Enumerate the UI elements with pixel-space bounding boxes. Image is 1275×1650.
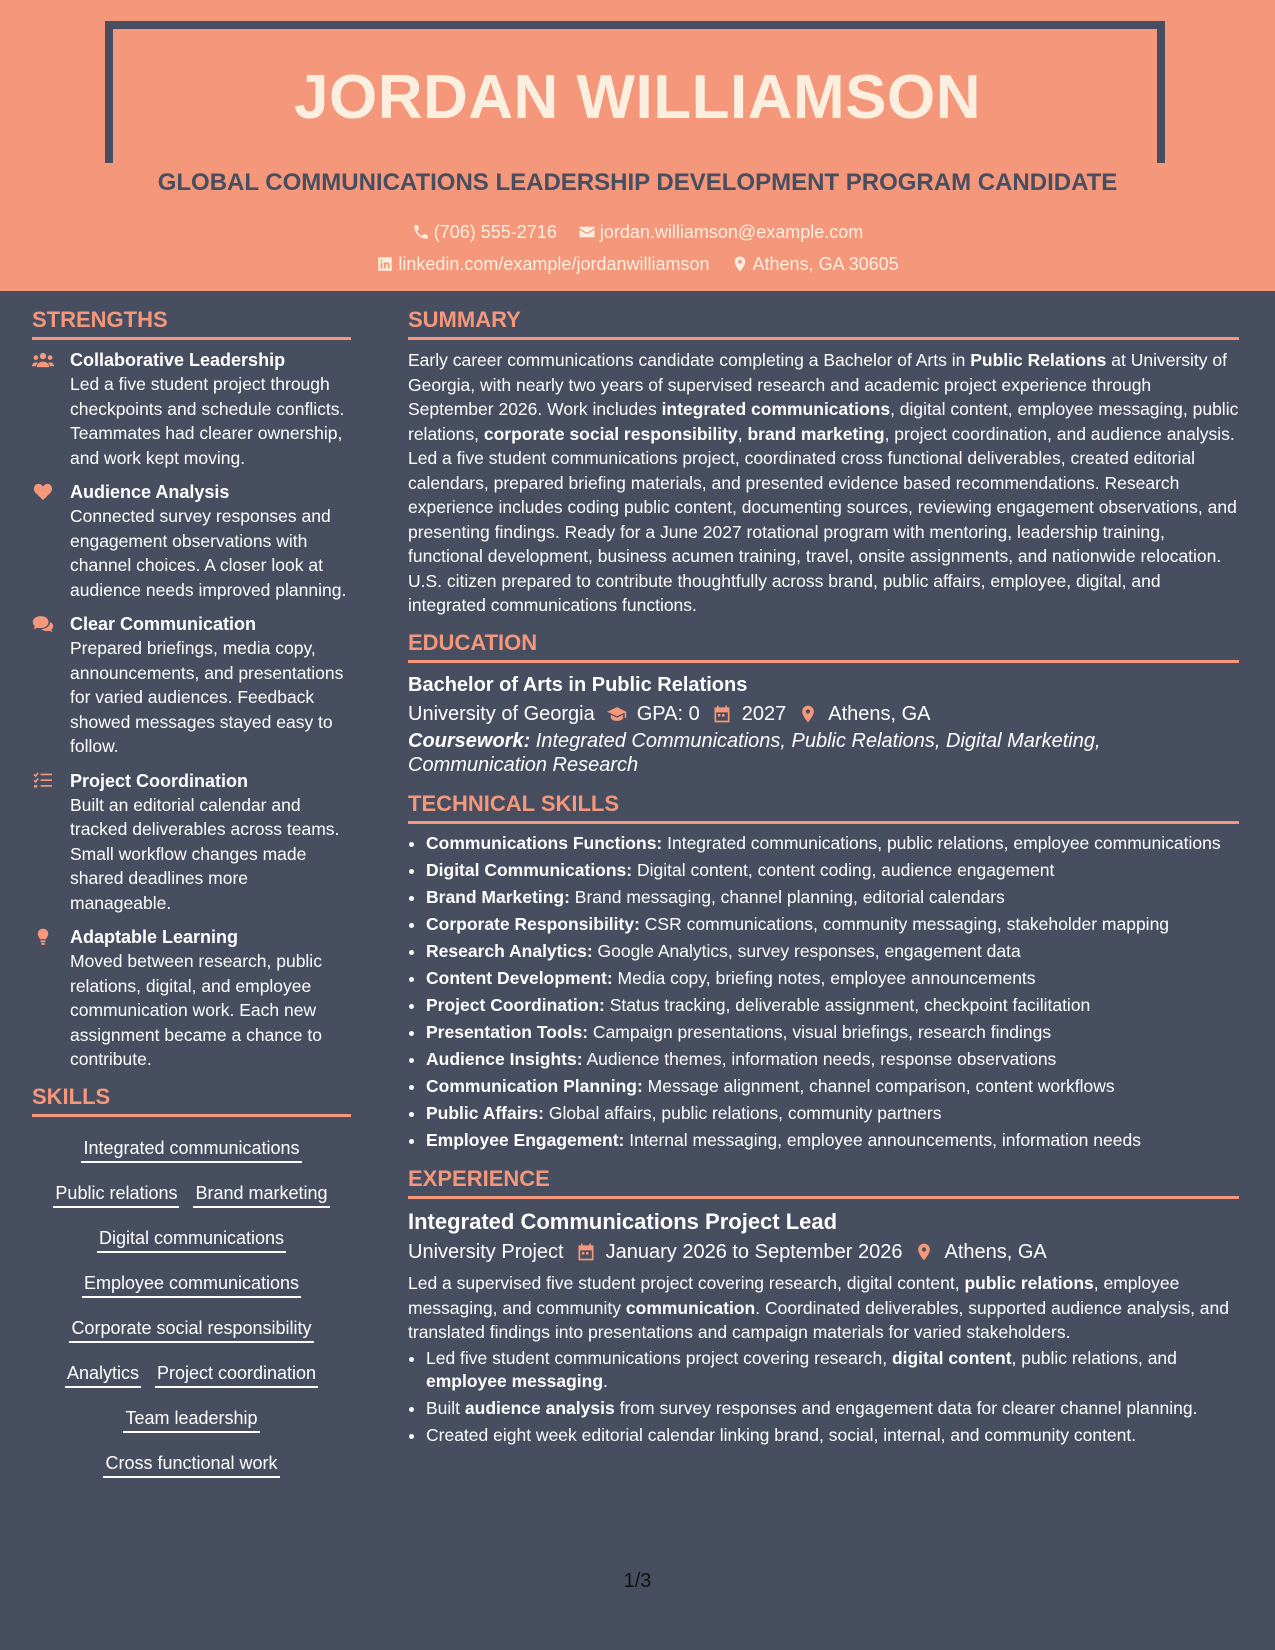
- strengths-list: [32, 348, 351, 1072]
- lightbulb-icon: [32, 925, 56, 1072]
- contact-row-1: [0, 220, 1275, 247]
- job-description-part: . Coordinated deliverables, supported audience analysis, and translated findings into presentations and campaign materials for varied stakeholders.: [408, 1297, 1230, 1342]
- technical-skill-text: Status tracking, deliverable assignment, checkpoint facilitation: [604, 994, 1091, 1015]
- strengths-heading: STRENGTHS: [32, 305, 351, 340]
- summary-part: , project coordination, and audience analysis. Led a five student communications project, coordinated cross functional deliverables, created editorial calendars, prepared briefing materials, and presented evidence based recommendations. Research experience includes coding public content, documenting sources, reviewing engagement observations, and presenting findings. Ready for a June 2027 rotational program with mentoring, leadership training, functional development, business acumen training, travel, onsite assignments, and nationwide relocation. U.S. citizen prepared to contribute thoughtfully across brand, public affairs, employee, digital, and integrated communications functions.: [408, 423, 1237, 615]
- coursework-label: Coursework:: [408, 729, 531, 752]
- technical-skill-item: [426, 886, 1239, 910]
- strength-item: [32, 925, 351, 1072]
- location-text: Athens, GA 30605: [752, 254, 899, 274]
- education-meta: [408, 699, 1239, 729]
- job-bullet: [426, 1347, 1239, 1394]
- coursework-list: Integrated Communications, Public Relations, Digital Marketing, Communication Research: [408, 729, 1101, 776]
- technical-skill-label: Employee Engagement:: [426, 1129, 625, 1150]
- education-heading: EDUCATION: [408, 628, 1239, 663]
- strength-item: [32, 612, 351, 759]
- strength-title: Adaptable Learning: [70, 927, 239, 947]
- skill-tag: Project coordination: [155, 1360, 318, 1388]
- map-pin-icon: [914, 1242, 934, 1262]
- skill-row: [32, 1450, 351, 1479]
- envelope-icon: [578, 223, 596, 241]
- page-indicator: 1/3: [623, 1570, 652, 1592]
- job-bullet-part: Built: [426, 1398, 465, 1418]
- graduation-year: 2027: [741, 702, 787, 725]
- job-description-part: public relations: [964, 1273, 1094, 1293]
- phone-contact[interactable]: [412, 220, 557, 244]
- gpa-text: GPA: 0: [636, 702, 700, 725]
- job-bullet: [426, 1424, 1239, 1448]
- technical-skill-label: Brand Marketing:: [426, 886, 570, 907]
- linkedin-contact[interactable]: [376, 252, 709, 276]
- heart-icon: [32, 480, 56, 602]
- technical-skills-list: [408, 832, 1239, 1153]
- email-contact[interactable]: [578, 220, 863, 244]
- technical-skill-label: Content Development:: [426, 967, 613, 988]
- strength-description: Led a five student project through checkpoints and schedule conflicts. Teammates had clearer ownership, and work kept moving.: [70, 374, 345, 468]
- strength-description: Connected survey responses and engagement observations with channel choices. A closer look at audience needs improved planning.: [70, 506, 347, 600]
- technical-skill-label: Digital Communications:: [426, 859, 633, 880]
- job-bullet-part: digital content: [891, 1347, 1012, 1368]
- linkedin-text: linkedin.com/example/jordanwilliamson: [398, 254, 710, 274]
- strength-title: Collaborative Leadership: [70, 350, 286, 370]
- technical-skill-text: Integrated communications, public relations, employee communications: [662, 832, 1221, 853]
- skill-row: [32, 1225, 351, 1254]
- job-description-part: , employee messaging, and community: [408, 1273, 1180, 1318]
- left-column: [32, 305, 351, 1495]
- technical-skill-text: Internal messaging, employee announcements, information needs: [624, 1129, 1141, 1150]
- technical-skill-item: [426, 1129, 1239, 1153]
- skill-row: [32, 1180, 351, 1209]
- technical-skill-label: Communications Functions:: [426, 832, 663, 853]
- skill-tag: Brand marketing: [193, 1180, 329, 1208]
- summary-part: integrated communications: [661, 399, 891, 419]
- skill-row: [32, 1360, 351, 1389]
- technical-skill-item: [426, 1048, 1239, 1072]
- skills-list: [32, 1125, 351, 1479]
- summary-part: Early career communications candidate completing a Bachelor of Arts in: [408, 350, 971, 370]
- technical-skill-item: [426, 994, 1239, 1018]
- calendar-icon: [576, 1242, 596, 1262]
- job-bullets: [408, 1347, 1239, 1448]
- education-location: Athens, GA: [828, 702, 931, 725]
- skill-row: [32, 1315, 351, 1344]
- technical-skill-label: Communication Planning:: [426, 1075, 643, 1096]
- technical-skill-label: Public Affairs:: [426, 1102, 544, 1123]
- strength-description: Moved between research, public relations, digital, and employee communication work. Each new assignment became a chance to contribute.: [70, 951, 322, 1069]
- strength-description: Built an editorial calendar and tracked deliverables across teams. Small workflow changes made shared deadlines more manageable.: [70, 794, 340, 913]
- technical-skill-text: Message alignment, channel comparison, content workflows: [642, 1075, 1115, 1096]
- summary-part: ,: [737, 423, 748, 444]
- technical-skill-text: Global affairs, public relations, community partners: [543, 1102, 942, 1123]
- job-org: University Project: [408, 1241, 564, 1263]
- job-description-part: communication: [625, 1297, 756, 1318]
- technical-skill-item: [426, 859, 1239, 883]
- technical-skill-label: Presentation Tools:: [426, 1021, 589, 1042]
- strength-title: Audience Analysis: [70, 482, 230, 502]
- job-dates: January 2026 to September 2026: [605, 1241, 903, 1263]
- technical-skill-label: Project Coordination:: [426, 994, 605, 1015]
- skill-tag: Analytics: [65, 1360, 141, 1388]
- technical-skill-text: Google Analytics, survey responses, engagement data: [592, 940, 1021, 961]
- technical-skill-item: [426, 913, 1239, 937]
- skill-tag: Employee communications: [82, 1270, 301, 1298]
- job-title: Integrated Communications Project Lead: [408, 1209, 838, 1234]
- right-column: [408, 305, 1239, 1451]
- email-text: jordan.williamson@example.com: [599, 222, 864, 242]
- candidate-name: JORDAN WILLIAMSON: [293, 63, 982, 132]
- strength-item: [32, 480, 351, 602]
- coursework: [408, 729, 1239, 777]
- technical-skill-label: Research Analytics:: [426, 940, 593, 961]
- phone-icon: [412, 223, 430, 241]
- resume-header: [0, 0, 1275, 291]
- map-pin-icon: [731, 255, 749, 273]
- job-bullet-part: Created eight week editorial calendar linking brand, social, internal, and community content.: [426, 1425, 1137, 1445]
- technical-skill-item: [426, 940, 1239, 964]
- job-bullet-part: .: [603, 1371, 608, 1391]
- strength-description: Prepared briefings, media copy, announcements, and presentations for varied audiences. Feedback showed messages stayed easy to follow.: [70, 638, 344, 756]
- skill-tag: Digital communications: [97, 1225, 286, 1253]
- strength-title: Project Coordination: [70, 770, 249, 791]
- skill-tag: Integrated communications: [81, 1135, 301, 1163]
- summary-heading: SUMMARY: [408, 305, 1239, 340]
- phone-text: (706) 555-2716: [433, 222, 557, 242]
- technical-skill-text: Digital content, content coding, audience engagement: [632, 859, 1055, 880]
- skills-heading: SKILLS: [32, 1082, 351, 1117]
- map-pin-icon: [798, 704, 818, 724]
- job-bullet-part: from survey responses and engagement data for clearer channel planning.: [614, 1398, 1198, 1418]
- technical-skill-text: CSR communications, community messaging, stakeholder mapping: [639, 913, 1170, 934]
- experience-heading: EXPERIENCE: [408, 1164, 1239, 1199]
- calendar-icon: [712, 704, 732, 724]
- technical-skill-text: Campaign presentations, visual briefings, research findings: [588, 1021, 1052, 1042]
- job-bullet-part: employee messaging: [426, 1371, 604, 1391]
- skill-tag: Cross functional work: [103, 1450, 279, 1478]
- technical-skills-heading: TECHNICAL SKILLS: [408, 789, 1239, 824]
- technical-skill-text: Media copy, briefing notes, employee announcements: [612, 967, 1036, 988]
- job-bullet-part: audience analysis: [464, 1398, 615, 1418]
- technical-skill-item: [426, 1021, 1239, 1045]
- linkedin-icon: [376, 255, 394, 273]
- summary-part: Public Relations: [970, 350, 1107, 370]
- graduation-cap-icon: [607, 704, 627, 724]
- summary-text: [408, 348, 1239, 618]
- candidate-title: GLOBAL COMMUNICATIONS LEADERSHIP DEVELOPMENT PROGRAM CANDIDATE: [157, 169, 1118, 196]
- tasks-icon: [32, 769, 56, 916]
- school-name: University of Georgia: [408, 702, 595, 725]
- technical-skill-item: [426, 967, 1239, 991]
- strength-item: [32, 769, 351, 916]
- skill-row: [32, 1270, 351, 1299]
- technical-skill-item: [426, 832, 1239, 856]
- job-location: Athens, GA: [944, 1241, 1047, 1263]
- technical-skill-text: Audience themes, information needs, response observations: [582, 1048, 1057, 1069]
- job-description: [408, 1271, 1239, 1345]
- skill-tag: Corporate social responsibility: [69, 1315, 313, 1343]
- technical-skill-label: Audience Insights:: [426, 1048, 583, 1069]
- degree-title: Bachelor of Arts in Public Relations: [408, 673, 748, 696]
- users-icon: [32, 348, 56, 470]
- job-meta: [408, 1237, 1239, 1267]
- skill-row: [32, 1135, 351, 1164]
- skill-row: [32, 1405, 351, 1434]
- job-bullet: [426, 1397, 1239, 1421]
- job-bullet-part: , public relations, and: [1011, 1347, 1177, 1368]
- technical-skill-text: Brand messaging, channel planning, editorial calendars: [569, 886, 1005, 907]
- strength-item: [32, 348, 351, 470]
- strength-title: Clear Communication: [70, 614, 257, 634]
- comments-icon: [32, 612, 56, 759]
- technical-skill-item: [426, 1102, 1239, 1126]
- summary-part: brand marketing: [747, 423, 885, 444]
- summary-part: , digital content, employee messaging, public relations,: [408, 399, 1239, 444]
- contact-row-2: [0, 252, 1275, 279]
- job-description-part: Led a supervised five student project covering research, digital content,: [408, 1273, 965, 1293]
- technical-skill-item: [426, 1075, 1239, 1099]
- summary-part: corporate social responsibility: [483, 423, 738, 444]
- skill-tag: Public relations: [53, 1180, 179, 1208]
- location-contact: [731, 252, 899, 276]
- skill-tag: Team leadership: [123, 1405, 259, 1433]
- summary-part: at University of Georgia, with nearly two years of supervised research and academic project experience through September 2026. Work includes: [408, 350, 1227, 419]
- job-bullet-part: Led five student communications project covering research,: [426, 1347, 892, 1368]
- technical-skill-label: Corporate Responsibility:: [426, 913, 640, 934]
